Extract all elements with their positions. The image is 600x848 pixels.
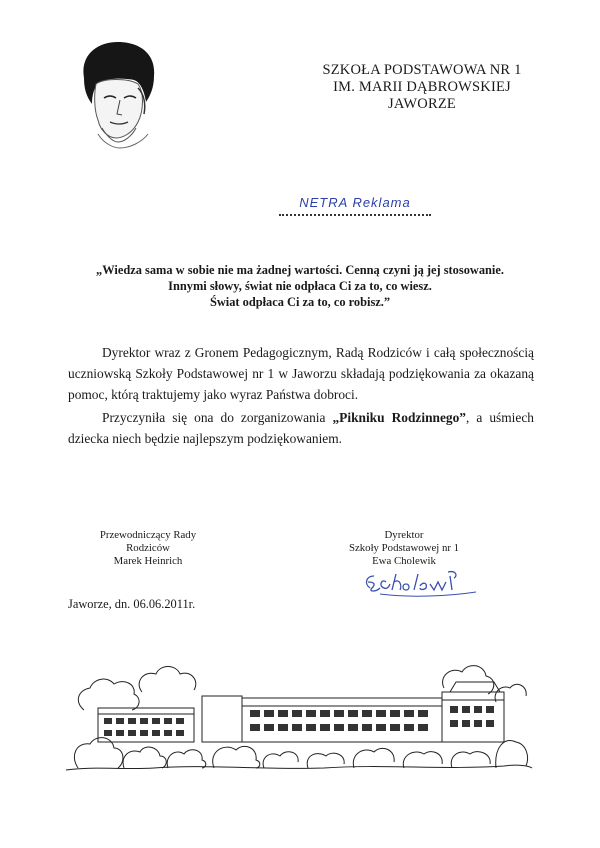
place-and-date: Jaworze, dn. 06.06.2011r. <box>68 597 196 611</box>
signatory-title-right: Dyrektor <box>384 529 424 541</box>
signatory-name-right: Ewa Cholewik <box>372 555 436 567</box>
school-building-drawing <box>64 652 534 782</box>
signature-block-right <box>324 529 484 568</box>
school-town: JAWORZE <box>388 96 456 112</box>
quote-line-2: Innymi słowy, świat nie odpłaca Ci za to, co wiesz. <box>168 279 432 293</box>
quote-line-1: „Wiedza sama w sobie nie ma żadnej wartości. Cenną czyni ją jej stosowanie. <box>96 263 504 277</box>
letter-body <box>68 342 534 449</box>
recipient-dotted-line <box>279 214 431 216</box>
signatory-title2-right: Szkoły Podstawowej nr 1 <box>348 542 460 554</box>
body-paragraph-1: Dyrektor wraz z Gronem Pedagogicznym, Radą Rodziców i całą społecznością uczniowską Szkoły Podstawowej nr 1 w Jaworzu składają podziękowania za okazaną pomoc, którą traktujemy jako wyraz Państwa dobroci. <box>68 345 534 402</box>
patron-portrait <box>74 38 162 150</box>
body-paragraph-2 <box>68 407 534 449</box>
signature-block-left <box>78 529 218 568</box>
recipient-name: NETRA Reklama <box>299 195 411 210</box>
paragraph-2-start: Przyczyniła się ona do zorganizowania <box>102 410 333 425</box>
motto-quote <box>84 262 516 310</box>
school-name: SZKOŁA PODSTAWOWA NR 1 <box>322 62 522 78</box>
event-name: „Pikniku Rodzinnego” <box>332 410 467 425</box>
recipient-block <box>279 194 431 216</box>
quote-line-3: Świat odpłaca Ci za to, co robisz.” <box>209 295 391 309</box>
school-patron: IM. MARII DĄBROWSKIEJ <box>333 79 511 95</box>
signatory-title-left: Przewodniczący Rady <box>99 529 197 541</box>
handwritten-signature <box>360 564 480 598</box>
signatory-name-left: Marek Heinrich <box>113 555 183 567</box>
paragraph-2-end: , a uśmiech dziecka niech będzie najlepszym podziękowaniem. <box>68 410 534 446</box>
signatory-title2-left: Rodziców <box>126 542 170 554</box>
school-header <box>292 62 552 113</box>
